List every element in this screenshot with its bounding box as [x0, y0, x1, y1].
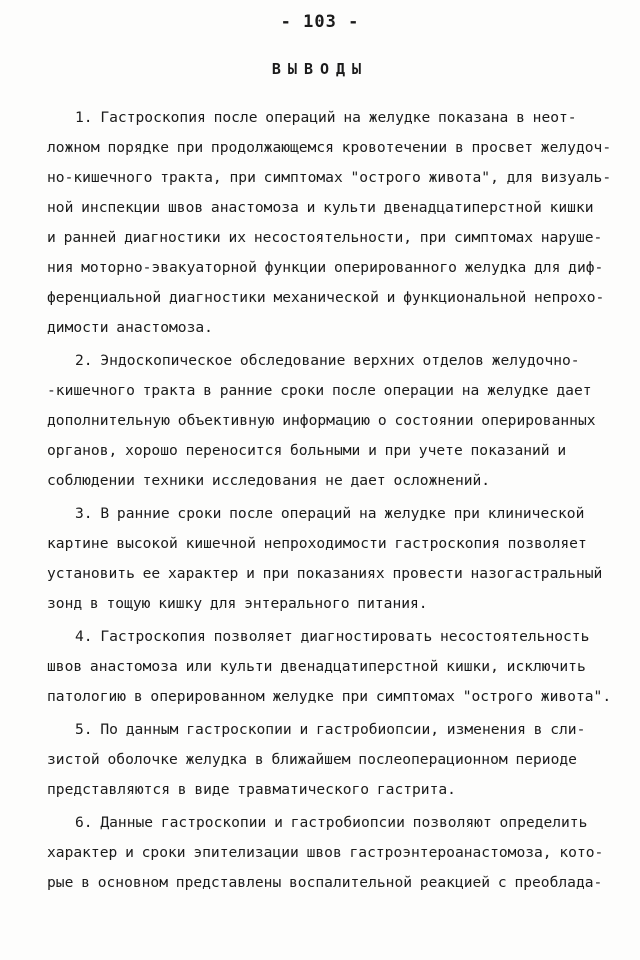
- text-line: дополнительную объективную информацию о состоянии оперированных: [47, 412, 596, 429]
- text-line: рые в основном представлены воспалительной реакцией с преоблада-: [47, 874, 603, 891]
- text-line: картине высокой кишечной непроходимости гастроскопия позволяет: [47, 535, 587, 552]
- section-heading: ВЫВОДЫ: [271, 60, 369, 78]
- text-line: димости анастомоза.: [47, 319, 213, 336]
- text-line: характер и сроки эпителизации швов гастроэнтероанастомоза, кото-: [47, 844, 604, 861]
- text-line: ной инспекции швов анастомоза и культи двенадцатиперстной кишки: [47, 199, 594, 216]
- text-line: -кишечного тракта в ранние сроки после операции на желудке дает: [47, 382, 592, 399]
- text-line: 4. Гастроскопия позволяет диагностировать несостоятельность: [75, 628, 590, 645]
- text-line: 3. В ранние сроки после операций на желудке при клинической: [75, 505, 585, 522]
- text-line: 1. Гастроскопия после операций на желудке показана в неот-: [75, 109, 577, 126]
- text-line: ния моторно-эвакуаторной функции оперированного желудка для диф-: [47, 259, 604, 276]
- text-line: представляются в виде травматического гастрита.: [47, 781, 456, 798]
- text-line: ференциальной диагностики механической и функциональной непрохо-: [47, 289, 605, 306]
- text-line: зонд в тощую кишку для энтерального питания.: [47, 595, 428, 612]
- text-line: органов, хорошо переносится больными и при учете показаний и: [47, 442, 567, 459]
- text-line: швов анастомоза или культи двенадцатиперстной кишки, исключить: [47, 658, 586, 675]
- text-line: ложном порядке при продолжающемся кровотечении в просвет желудоч-: [47, 139, 612, 156]
- text-line: и ранней диагностики их несостоятельности, при симптомах наруше-: [47, 229, 603, 246]
- text-line: соблюдении техники исследования не дает осложнений.: [47, 472, 491, 489]
- text-line: но-кишечного тракта, при симптомах "острого живота", для визуаль-: [47, 169, 612, 186]
- text-line: установить ее характер и при показаниях провести назогастральный: [47, 565, 603, 582]
- text-line: 2. Эндоскопическое обследование верхних отделов желудочно-: [75, 352, 580, 369]
- page-number: - 103 -: [280, 12, 360, 32]
- text-line: зистой оболочке желудка в ближайшем послеоперационном периоде: [47, 751, 577, 768]
- text-line: 6. Данные гастроскопии и гастробиопсии позволяют определить: [75, 814, 588, 831]
- text-line: патологию в оперированном желудке при симптомах "острого живота".: [47, 688, 612, 705]
- text-line: 5. По данным гастроскопии и гастробиопсии, изменения в сли-: [75, 721, 586, 738]
